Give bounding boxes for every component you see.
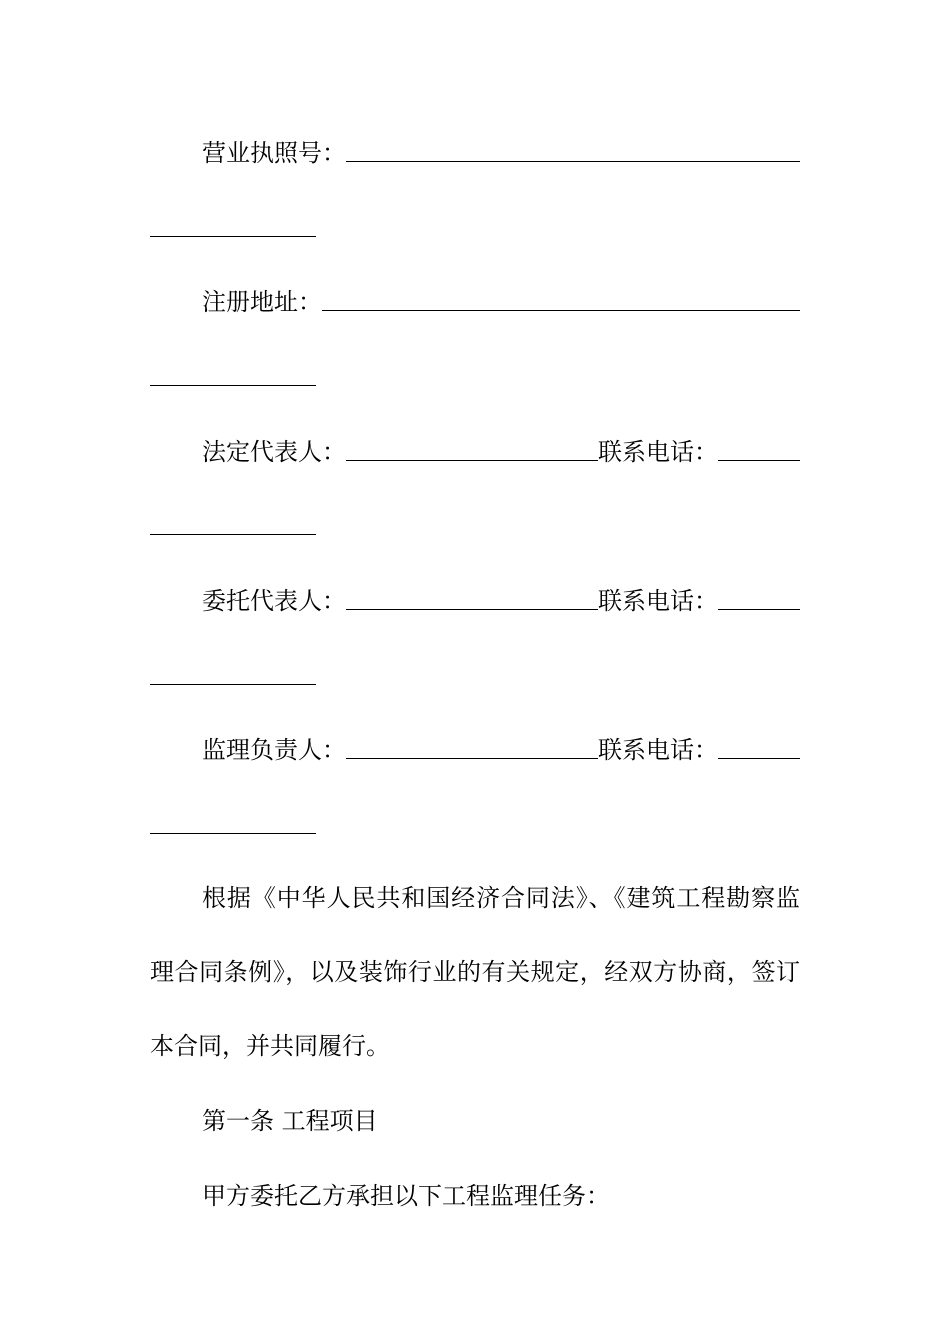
business-license-blank[interactable] <box>346 161 800 162</box>
business-license-row <box>202 132 800 168</box>
supervisor-blank[interactable] <box>346 758 598 759</box>
registered-address-row <box>202 281 800 317</box>
supervisor-label: 监理负责人： <box>202 736 346 764</box>
entrusted-rep-label: 委托代表人： <box>202 587 346 615</box>
registered-address-blank-continued[interactable] <box>150 385 316 386</box>
intro-paragraph: 根据《中华人民共和国经济合同法》、《建筑工程勘察监理合同条例》，以及装饰行业的有关规定，经双方协商，签订本合同，并共同履行。 <box>150 884 800 1060</box>
entrusted-rep-phone-blank[interactable] <box>718 609 800 610</box>
supervisor-phone-blank[interactable] <box>718 758 800 759</box>
legal-rep-phone-blank[interactable] <box>718 460 800 461</box>
entrusted-rep-row <box>202 580 800 616</box>
legal-rep-label: 法定代表人： <box>202 438 346 466</box>
legal-rep-phone-blank-continued[interactable] <box>150 534 316 535</box>
entrusted-rep-phone-label: 联系电话： <box>598 587 718 615</box>
legal-rep-blank[interactable] <box>346 460 598 461</box>
legal-rep-phone-label: 联系电话： <box>598 438 718 466</box>
entrusted-rep-phone-blank-continued[interactable] <box>150 684 316 685</box>
supervisor-row <box>202 729 800 765</box>
entrusted-rep-blank[interactable] <box>346 609 598 610</box>
business-license-label: 营业执照号： <box>202 139 346 167</box>
registered-address-blank[interactable] <box>322 310 800 311</box>
legal-rep-row <box>202 431 800 467</box>
article1-text: 甲方委托乙方承担以下工程监理任务： <box>202 1182 610 1210</box>
article1-heading: 第一条 工程项目 <box>202 1107 378 1135</box>
supervisor-phone-label: 联系电话： <box>598 736 718 764</box>
registered-address-label: 注册地址： <box>202 288 322 316</box>
business-license-blank-continued[interactable] <box>150 236 316 237</box>
supervisor-phone-blank-continued[interactable] <box>150 833 316 834</box>
